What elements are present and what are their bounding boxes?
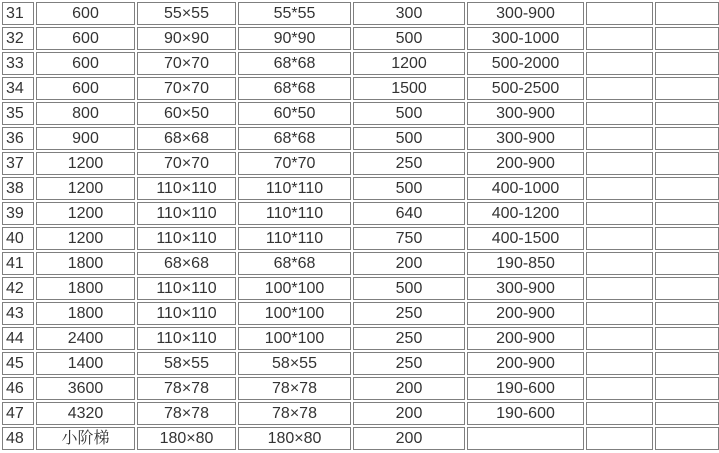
cell-range: 500-2500 <box>467 77 584 100</box>
cell-range: 300-1000 <box>467 27 584 50</box>
cell-length: 600 <box>36 27 135 50</box>
cell-length: 600 <box>36 2 135 25</box>
cell-length: 600 <box>36 77 135 100</box>
cell-length: 1800 <box>36 277 135 300</box>
table-row <box>2 227 719 250</box>
cell-size-b: 78×78 <box>238 402 351 425</box>
cell-extra-2 <box>655 277 719 300</box>
cell-extra-2 <box>655 227 719 250</box>
cell-size-b: 78×78 <box>238 377 351 400</box>
cell-row-number: 36 <box>2 127 34 150</box>
cell-row-number: 47 <box>2 402 34 425</box>
table-row <box>2 252 719 275</box>
cell-extra-2 <box>655 52 719 75</box>
cell-extra-2 <box>655 177 719 200</box>
cell-length: 1400 <box>36 352 135 375</box>
cell-load: 200 <box>353 377 465 400</box>
cell-load: 250 <box>353 352 465 375</box>
table-row <box>2 427 719 450</box>
cell-range <box>467 427 584 450</box>
cell-range: 200-900 <box>467 302 584 325</box>
cell-length: 4320 <box>36 402 135 425</box>
cell-length: 1200 <box>36 177 135 200</box>
cell-row-number: 38 <box>2 177 34 200</box>
cell-row-number: 34 <box>2 77 34 100</box>
cell-row-number: 40 <box>2 227 34 250</box>
cell-size-b: 90*90 <box>238 27 351 50</box>
table-row <box>2 352 719 375</box>
cell-size-b: 58×55 <box>238 352 351 375</box>
cell-size-a: 70×70 <box>137 152 236 175</box>
cell-length: 1200 <box>36 152 135 175</box>
table-row <box>2 327 719 350</box>
cell-size-a: 68×68 <box>137 127 236 150</box>
cell-row-number: 43 <box>2 302 34 325</box>
cell-row-number: 31 <box>2 2 34 25</box>
cell-size-a: 110×110 <box>137 302 236 325</box>
table-row <box>2 402 719 425</box>
cell-extra-2 <box>655 127 719 150</box>
cell-load: 750 <box>353 227 465 250</box>
cell-range: 400-1000 <box>467 177 584 200</box>
cell-length: 1800 <box>36 302 135 325</box>
table-row <box>2 202 719 225</box>
cell-load: 250 <box>353 327 465 350</box>
cell-extra-1 <box>586 352 653 375</box>
cell-extra-1 <box>586 377 653 400</box>
cell-size-b: 55*55 <box>238 2 351 25</box>
cell-extra-1 <box>586 327 653 350</box>
cell-load: 500 <box>353 127 465 150</box>
cell-range: 400-1500 <box>467 227 584 250</box>
cell-range: 500-2000 <box>467 52 584 75</box>
cell-row-number: 42 <box>2 277 34 300</box>
cell-extra-1 <box>586 402 653 425</box>
cell-extra-1 <box>586 152 653 175</box>
table-row <box>2 127 719 150</box>
cell-length: 3600 <box>36 377 135 400</box>
cell-extra-1 <box>586 2 653 25</box>
cell-size-a: 70×70 <box>137 52 236 75</box>
cell-size-a: 58×55 <box>137 352 236 375</box>
cell-row-number: 48 <box>2 427 34 450</box>
cell-range: 300-900 <box>467 102 584 125</box>
cell-size-b: 100*100 <box>238 277 351 300</box>
table-row <box>2 27 719 50</box>
cell-length: 1800 <box>36 252 135 275</box>
cell-size-a: 60×50 <box>137 102 236 125</box>
cell-size-a: 110×110 <box>137 227 236 250</box>
cell-extra-2 <box>655 27 719 50</box>
cell-range: 190-600 <box>467 377 584 400</box>
cell-load: 1500 <box>353 77 465 100</box>
cell-length: 900 <box>36 127 135 150</box>
table-row <box>2 152 719 175</box>
cell-range: 300-900 <box>467 2 584 25</box>
cell-length: 1200 <box>36 202 135 225</box>
cell-extra-1 <box>586 427 653 450</box>
cell-size-a: 78×78 <box>137 377 236 400</box>
cell-row-number: 35 <box>2 102 34 125</box>
cell-size-b: 68*68 <box>238 252 351 275</box>
cell-range: 300-900 <box>467 277 584 300</box>
cell-row-number: 37 <box>2 152 34 175</box>
cell-size-b: 68*68 <box>238 77 351 100</box>
cell-size-a: 70×70 <box>137 77 236 100</box>
cell-size-b: 180×80 <box>238 427 351 450</box>
cell-range: 200-900 <box>467 352 584 375</box>
cell-extra-2 <box>655 377 719 400</box>
cell-extra-2 <box>655 252 719 275</box>
cell-extra-1 <box>586 102 653 125</box>
cell-range: 190-600 <box>467 402 584 425</box>
table-row <box>2 277 719 300</box>
cell-size-b: 110*110 <box>238 227 351 250</box>
cell-size-a: 55×55 <box>137 2 236 25</box>
cell-size-a: 110×110 <box>137 277 236 300</box>
cell-size-b: 110*110 <box>238 202 351 225</box>
cell-range: 300-900 <box>467 127 584 150</box>
cell-extra-2 <box>655 2 719 25</box>
cell-extra-2 <box>655 427 719 450</box>
cell-size-a: 110×110 <box>137 202 236 225</box>
cell-load: 1200 <box>353 52 465 75</box>
cell-extra-2 <box>655 152 719 175</box>
cell-row-number: 41 <box>2 252 34 275</box>
cell-size-b: 70*70 <box>238 152 351 175</box>
cell-size-a: 90×90 <box>137 27 236 50</box>
cell-extra-2 <box>655 102 719 125</box>
cell-size-b: 68*68 <box>238 127 351 150</box>
table-row <box>2 2 719 25</box>
cell-row-number: 33 <box>2 52 34 75</box>
cell-load: 500 <box>353 177 465 200</box>
cell-extra-1 <box>586 27 653 50</box>
table-row <box>2 377 719 400</box>
cell-size-a: 110×110 <box>137 177 236 200</box>
cell-load: 300 <box>353 2 465 25</box>
cell-load: 200 <box>353 252 465 275</box>
table-row <box>2 177 719 200</box>
cell-extra-1 <box>586 302 653 325</box>
cell-extra-1 <box>586 77 653 100</box>
table-row <box>2 302 719 325</box>
cell-extra-2 <box>655 77 719 100</box>
cell-range: 190-850 <box>467 252 584 275</box>
cell-extra-1 <box>586 177 653 200</box>
cell-length: 600 <box>36 52 135 75</box>
cell-load: 500 <box>353 102 465 125</box>
cell-extra-1 <box>586 227 653 250</box>
spec-table-body <box>2 2 719 450</box>
cell-load: 640 <box>353 202 465 225</box>
cell-size-b: 110*110 <box>238 177 351 200</box>
cell-row-number: 46 <box>2 377 34 400</box>
cell-size-a: 68×68 <box>137 252 236 275</box>
cell-extra-1 <box>586 277 653 300</box>
cell-length: 小阶梯 <box>36 427 135 450</box>
cell-extra-2 <box>655 202 719 225</box>
cell-extra-1 <box>586 127 653 150</box>
cell-extra-2 <box>655 302 719 325</box>
cell-load: 500 <box>353 277 465 300</box>
cell-extra-1 <box>586 52 653 75</box>
cell-extra-2 <box>655 402 719 425</box>
cell-extra-2 <box>655 352 719 375</box>
cell-size-b: 100*100 <box>238 302 351 325</box>
cell-row-number: 39 <box>2 202 34 225</box>
cell-load: 250 <box>353 302 465 325</box>
cell-size-b: 68*68 <box>238 52 351 75</box>
cell-size-b: 60*50 <box>238 102 351 125</box>
table-row <box>2 77 719 100</box>
cell-range: 200-900 <box>467 152 584 175</box>
table-row <box>2 52 719 75</box>
cell-size-b: 100*100 <box>238 327 351 350</box>
cell-load: 200 <box>353 427 465 450</box>
cell-size-a: 180×80 <box>137 427 236 450</box>
cell-size-a: 78×78 <box>137 402 236 425</box>
cell-load: 500 <box>353 27 465 50</box>
cell-length: 1200 <box>36 227 135 250</box>
cell-row-number: 44 <box>2 327 34 350</box>
cell-extra-1 <box>586 202 653 225</box>
cell-row-number: 45 <box>2 352 34 375</box>
cell-row-number: 32 <box>2 27 34 50</box>
cell-load: 250 <box>353 152 465 175</box>
table-row <box>2 102 719 125</box>
cell-load: 200 <box>353 402 465 425</box>
cell-range: 200-900 <box>467 327 584 350</box>
cell-length: 2400 <box>36 327 135 350</box>
cell-extra-1 <box>586 252 653 275</box>
cell-range: 400-1200 <box>467 202 584 225</box>
cell-length: 800 <box>36 102 135 125</box>
cell-extra-2 <box>655 327 719 350</box>
cell-size-a: 110×110 <box>137 327 236 350</box>
